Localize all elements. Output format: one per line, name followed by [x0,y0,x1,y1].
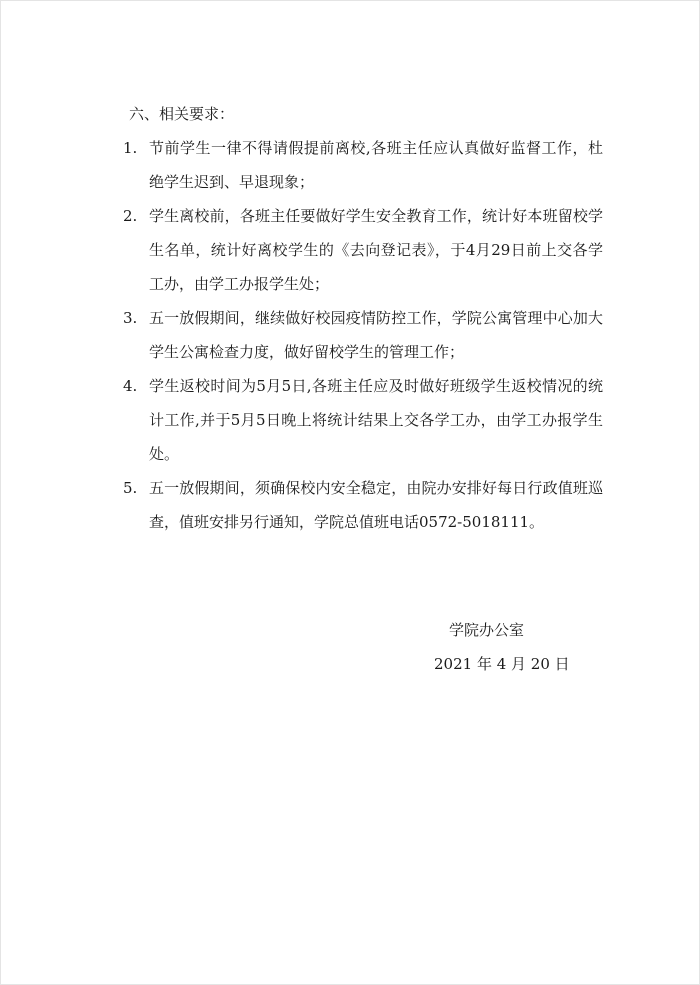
requirement-item-2 [123,199,603,301]
requirement-number: 1. [123,139,138,157]
requirement-number: 5. [123,479,138,497]
requirement-number: 4. [123,377,138,395]
requirement-text: 五一放假期间，继续做好校园疫情防控工作，学院公寓管理中心加大学生公寓检查力度，做好留校学生的管理工作； [149,309,603,361]
section-heading: 六、相关要求： [129,105,235,123]
document-body [123,97,603,539]
requirement-text: 学生离校前，各班主任要做好学生安全教育工作，统计好本班留校学生名单，统计好离校学生的《去向登记表》，于4月29日前上交各学工办，由学工办报学生处； [149,207,603,293]
requirement-number: 2. [123,207,138,225]
signature-org: 学院办公室 [449,621,525,639]
requirement-item-1 [123,131,603,199]
requirement-text: 五一放假期间，须确保校内安全稳定，由院办安排好每日行政值班巡查，值班安排另行通知，学院总值班电话0572-5018111。 [149,479,603,531]
requirement-text: 节前学生一律不得请假提前离校,各班主任应认真做好监督工作，杜绝学生迟到、早退现象； [149,139,603,191]
requirement-text: 学生返校时间为5月5日,各班主任应及时做好班级学生返校情况的统计工作,并于5月5日晚上将统计结果上交各学工办，由学工办报学生处。 [149,377,603,463]
requirement-item-4 [123,369,603,471]
signature-date: 2021 年 4 月 20 日 [434,655,570,673]
requirement-number: 3. [123,309,138,327]
requirement-item-5 [123,471,603,539]
requirements-list [123,131,603,539]
requirement-item-3 [123,301,603,369]
